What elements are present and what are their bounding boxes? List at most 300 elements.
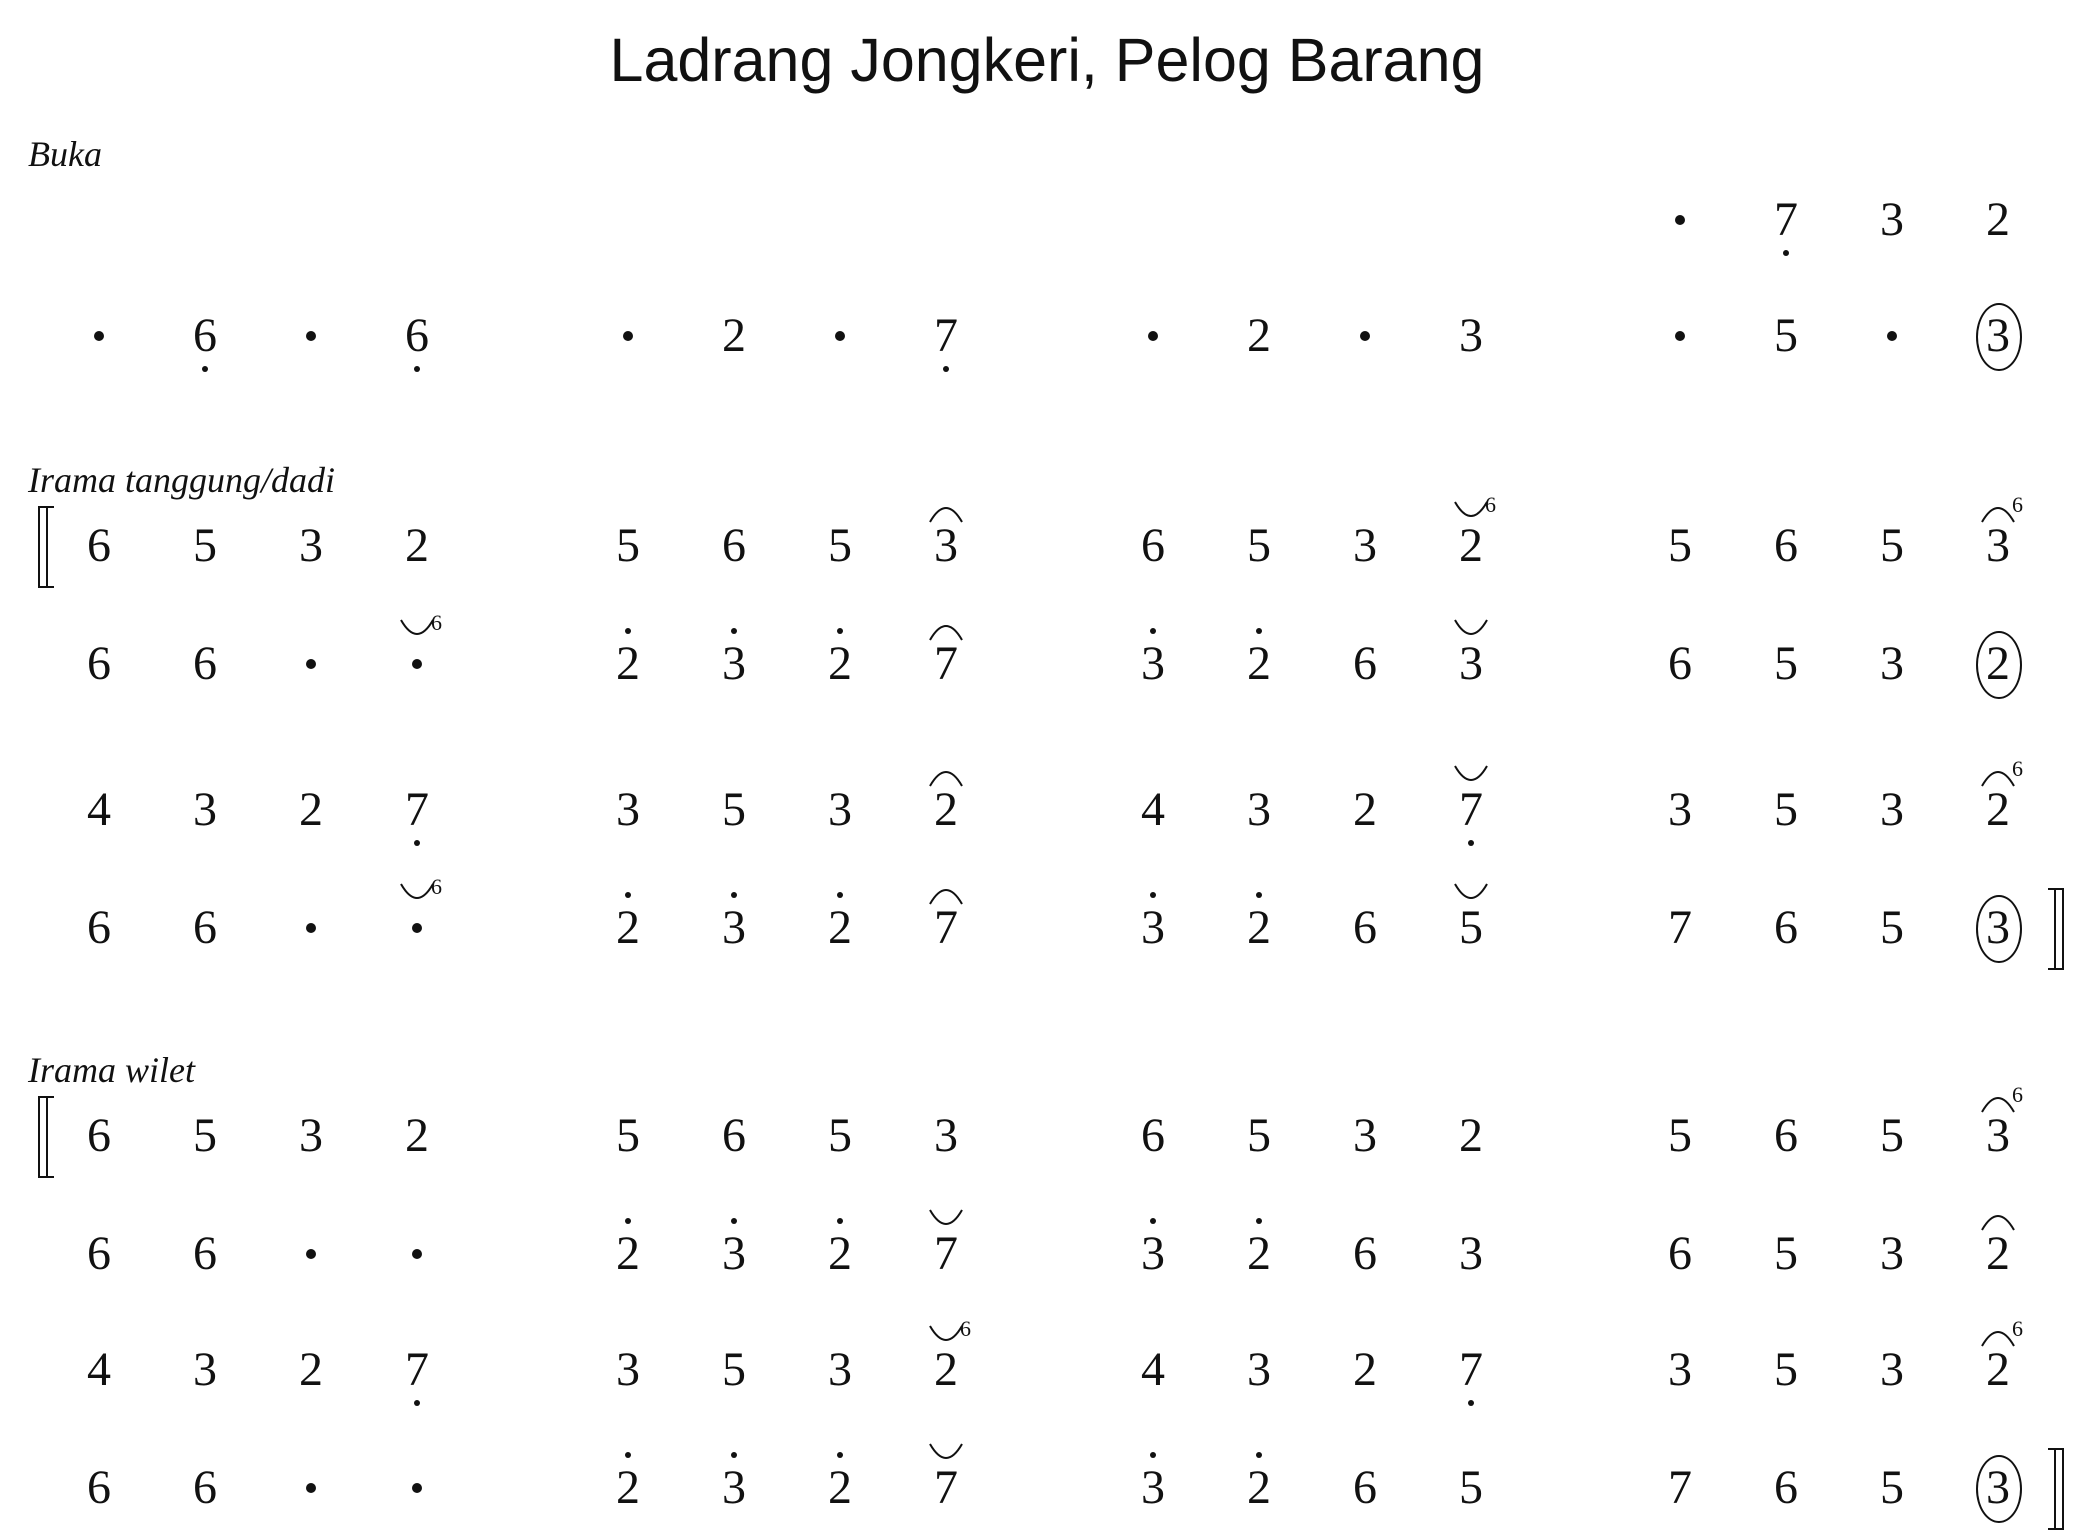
- arc-over-mark: [1979, 1206, 2017, 1234]
- note: [588, 1448, 668, 1528]
- note-digit: 6: [87, 1227, 111, 1280]
- note-digit: 6: [193, 637, 217, 690]
- note: [59, 624, 139, 704]
- note-digit: 6: [1774, 901, 1798, 954]
- note: [271, 1330, 351, 1410]
- note-digit: 2: [1247, 901, 1271, 954]
- note: [1431, 1214, 1511, 1294]
- rest-mark: [306, 1249, 316, 1259]
- note-digit: 4: [87, 1343, 111, 1396]
- note: [1325, 1214, 1405, 1294]
- note: [1431, 770, 1511, 850]
- note: [1113, 506, 1193, 586]
- note: [1852, 888, 1932, 968]
- high-octave-dot: [837, 1218, 843, 1224]
- rest-mark: [306, 659, 316, 669]
- note-digit: 3: [934, 1109, 958, 1162]
- note-digit: 3: [1247, 783, 1271, 836]
- note: [1219, 1096, 1299, 1176]
- note-digit: 5: [1774, 309, 1798, 362]
- note: [1431, 1448, 1511, 1528]
- note: [1325, 506, 1405, 586]
- repeat-close-bracket: [2048, 1448, 2064, 1530]
- note-digit: 5: [1880, 1461, 1904, 1514]
- high-octave-dot: [1256, 628, 1262, 634]
- note: [694, 1448, 774, 1528]
- note-digit: 6: [87, 637, 111, 690]
- note-digit: 4: [1141, 1343, 1165, 1396]
- note-digit: 3: [1986, 901, 2010, 954]
- note: [1219, 1448, 1299, 1528]
- note: [165, 624, 245, 704]
- note-digit: 3: [828, 1343, 852, 1396]
- note-digit: 7: [934, 1227, 958, 1280]
- note-digit: 4: [87, 783, 111, 836]
- note-digit: 7: [405, 1343, 429, 1396]
- note: [1746, 1330, 1826, 1410]
- low-octave-dot: [414, 366, 420, 372]
- note: [165, 1448, 245, 1528]
- note: [1958, 1214, 2038, 1294]
- note-digit: 2: [1986, 193, 2010, 246]
- note-digit: 2: [1353, 783, 1377, 836]
- note-digit: 5: [1668, 519, 1692, 572]
- note-digit: 2: [1247, 309, 1271, 362]
- note: [1113, 770, 1193, 850]
- repeat-close-bracket: [2048, 888, 2064, 970]
- note: [165, 1214, 245, 1294]
- note: [1113, 1096, 1193, 1176]
- note-digit: 7: [1459, 783, 1483, 836]
- high-octave-dot: [731, 628, 737, 634]
- note: [1640, 1330, 1720, 1410]
- note: [694, 1096, 774, 1176]
- note: [694, 624, 774, 704]
- note: [1640, 506, 1720, 586]
- note: [165, 888, 245, 968]
- note: [1325, 1448, 1405, 1528]
- note-digit: 5: [1247, 519, 1271, 572]
- note-digit: 6: [405, 309, 429, 362]
- note-digit: 6: [1668, 1227, 1692, 1280]
- note-digit: 6: [87, 901, 111, 954]
- note-digit: 6: [1353, 637, 1377, 690]
- note-digit: 5: [722, 1343, 746, 1396]
- note-digit: 5: [193, 1109, 217, 1162]
- note-digit: 3: [1986, 1461, 2010, 1514]
- note: [1219, 506, 1299, 586]
- low-octave-dot: [202, 366, 208, 372]
- rest-mark: [412, 659, 422, 669]
- note-digit: 2: [934, 1343, 958, 1396]
- note-digit: 7: [934, 1461, 958, 1514]
- note: [800, 770, 880, 850]
- note: [1640, 888, 1720, 968]
- note-digit: 2: [1459, 519, 1483, 572]
- low-octave-dot: [1783, 250, 1789, 256]
- note: [165, 1330, 245, 1410]
- arc-under-mark: [927, 1440, 965, 1468]
- note-digit: 3: [1141, 1461, 1165, 1514]
- note-digit: 3: [1353, 519, 1377, 572]
- note-digit: 3: [1986, 519, 2010, 572]
- note: [1431, 492, 1511, 586]
- superscript-note: 6: [2012, 1082, 2023, 1107]
- note-digit: 3: [828, 783, 852, 836]
- arc-over-mark: [927, 498, 965, 526]
- arc-over-mark: [927, 762, 965, 790]
- note-digit: 5: [1880, 1109, 1904, 1162]
- note-digit: 5: [1459, 901, 1483, 954]
- note: [1640, 770, 1720, 850]
- high-octave-dot: [837, 892, 843, 898]
- rest-mark: [623, 331, 633, 341]
- low-octave-dot: [1468, 1400, 1474, 1406]
- note: [588, 624, 668, 704]
- note: [271, 770, 351, 850]
- gong-circle: [1976, 895, 2022, 963]
- rest-dot: [377, 874, 457, 968]
- note-digit: 5: [193, 519, 217, 572]
- low-octave-dot: [1468, 840, 1474, 846]
- note-digit: 2: [1247, 637, 1271, 690]
- note: [1640, 1096, 1720, 1176]
- note-digit: 3: [1880, 783, 1904, 836]
- note-digit: 3: [193, 783, 217, 836]
- note-digit: 2: [616, 901, 640, 954]
- note-digit: 5: [1668, 1109, 1692, 1162]
- low-octave-dot: [414, 1400, 420, 1406]
- rest-dot: [1640, 180, 1720, 260]
- note: [1958, 180, 2038, 260]
- high-octave-dot: [1256, 1452, 1262, 1458]
- page-title: Ladrang Jongkeri, Pelog Barang: [609, 26, 1485, 94]
- rest-dot: [59, 296, 139, 376]
- superscript-note: 6: [431, 610, 442, 635]
- note-digit: 6: [193, 901, 217, 954]
- high-octave-dot: [1256, 892, 1262, 898]
- note-digit: 3: [1668, 1343, 1692, 1396]
- note-digit: 2: [405, 519, 429, 572]
- note-digit: 3: [1459, 637, 1483, 690]
- note-digit: 6: [1353, 901, 1377, 954]
- note-digit: 6: [87, 1461, 111, 1514]
- note: [906, 1448, 986, 1528]
- note: [59, 770, 139, 850]
- superscript-note: 6: [1485, 492, 1496, 517]
- note-digit: 3: [1986, 1109, 2010, 1162]
- rest-dot: [271, 624, 351, 704]
- note: [1113, 888, 1193, 968]
- note-digit: 3: [616, 1343, 640, 1396]
- note: [59, 1330, 139, 1410]
- note: [1852, 624, 1932, 704]
- note: [800, 1214, 880, 1294]
- note-digit: 3: [1880, 637, 1904, 690]
- rest-dot: [271, 1214, 351, 1294]
- note-digit: 2: [828, 637, 852, 690]
- rest-mark: [412, 923, 422, 933]
- note-digit: 2: [299, 783, 323, 836]
- note-digit: 3: [1986, 309, 2010, 362]
- high-octave-dot: [1256, 1218, 1262, 1224]
- note: [800, 1096, 880, 1176]
- note: [1219, 296, 1299, 376]
- note-digit: 6: [722, 1109, 746, 1162]
- note: [1852, 180, 1932, 260]
- note: [588, 770, 668, 850]
- note: [1113, 1214, 1193, 1294]
- rest-mark: [835, 331, 845, 341]
- note: [1852, 1330, 1932, 1410]
- note-digit: 6: [193, 1227, 217, 1280]
- note-digit: 3: [1459, 309, 1483, 362]
- note: [588, 888, 668, 968]
- rest-dot: [1325, 296, 1405, 376]
- note-digit: 3: [299, 1109, 323, 1162]
- note: [1852, 770, 1932, 850]
- note: [694, 888, 774, 968]
- note-digit: 6: [87, 1109, 111, 1162]
- high-octave-dot: [625, 892, 631, 898]
- note: [59, 1096, 139, 1176]
- rest-mark: [1675, 215, 1685, 225]
- note: [694, 296, 774, 376]
- note-digit: 2: [722, 309, 746, 362]
- note-digit: 3: [1880, 193, 1904, 246]
- note: [1219, 1214, 1299, 1294]
- rest-dot: [377, 1214, 457, 1294]
- note-digit: 3: [1247, 1343, 1271, 1396]
- note: [1958, 888, 2038, 968]
- rest-mark: [94, 331, 104, 341]
- note: [59, 1214, 139, 1294]
- note-digit: 6: [1774, 519, 1798, 572]
- note: [906, 888, 986, 968]
- note-digit: 5: [1247, 1109, 1271, 1162]
- note-digit: 3: [1459, 1227, 1483, 1280]
- note: [271, 506, 351, 586]
- note-digit: 3: [616, 783, 640, 836]
- superscript-note: 6: [2012, 1316, 2023, 1341]
- high-octave-dot: [1150, 628, 1156, 634]
- gong-circle: [1976, 631, 2022, 699]
- note: [1219, 1330, 1299, 1410]
- rest-dot: [588, 296, 668, 376]
- note-digit: 5: [1774, 1343, 1798, 1396]
- note: [906, 1096, 986, 1176]
- note-digit: 2: [616, 1461, 640, 1514]
- superscript-note: 6: [2012, 492, 2023, 517]
- note-digit: 2: [828, 1461, 852, 1514]
- note-digit: 5: [828, 1109, 852, 1162]
- note-digit: 3: [1668, 783, 1692, 836]
- note: [377, 296, 457, 376]
- note: [1431, 1330, 1511, 1410]
- note-digit: 6: [1353, 1227, 1377, 1280]
- note: [800, 1330, 880, 1410]
- high-octave-dot: [837, 628, 843, 634]
- high-octave-dot: [625, 1452, 631, 1458]
- rest-mark: [1148, 331, 1158, 341]
- note-digit: 2: [1247, 1461, 1271, 1514]
- rest-mark: [412, 1249, 422, 1259]
- note: [377, 506, 457, 586]
- high-octave-dot: [837, 1452, 843, 1458]
- note-digit: 2: [1986, 1227, 2010, 1280]
- repeat-open-bracket: [38, 506, 54, 588]
- note-digit: 5: [616, 519, 640, 572]
- rest-mark: [306, 1483, 316, 1493]
- note: [1958, 624, 2038, 704]
- rest-dot: [271, 888, 351, 968]
- note-digit: 5: [1774, 783, 1798, 836]
- note-digit: 2: [1986, 1343, 2010, 1396]
- note: [1113, 1330, 1193, 1410]
- note: [694, 1330, 774, 1410]
- rest-dot: [1640, 296, 1720, 376]
- note-digit: 7: [934, 637, 958, 690]
- gong-circle: [1976, 1455, 2022, 1523]
- superscript-note: 6: [431, 874, 442, 899]
- note: [1746, 888, 1826, 968]
- note-digit: 2: [299, 1343, 323, 1396]
- section-label: Irama tanggung/dadi: [28, 460, 336, 500]
- note: [906, 1316, 986, 1410]
- note: [800, 888, 880, 968]
- note-digit: 2: [616, 1227, 640, 1280]
- note-digit: 2: [1986, 783, 2010, 836]
- note: [588, 506, 668, 586]
- high-octave-dot: [731, 892, 737, 898]
- note-digit: 7: [1668, 1461, 1692, 1514]
- rest-dot: [377, 610, 457, 704]
- note: [59, 506, 139, 586]
- high-octave-dot: [1150, 1218, 1156, 1224]
- note: [1958, 1448, 2038, 1528]
- note-digit: 3: [193, 1343, 217, 1396]
- note: [1746, 1096, 1826, 1176]
- note: [165, 506, 245, 586]
- arc-under-mark: [927, 1206, 965, 1234]
- note: [1958, 296, 2038, 376]
- note-digit: 3: [299, 519, 323, 572]
- note: [1113, 624, 1193, 704]
- note-digit: 6: [722, 519, 746, 572]
- note-digit: 6: [1774, 1109, 1798, 1162]
- note: [800, 1448, 880, 1528]
- note: [1325, 770, 1405, 850]
- rest-dot: [377, 1448, 457, 1528]
- note-digit: 2: [616, 637, 640, 690]
- note-digit: 3: [722, 1227, 746, 1280]
- note-digit: 3: [1880, 1343, 1904, 1396]
- arc-over-mark: [927, 616, 965, 644]
- high-octave-dot: [1150, 892, 1156, 898]
- note-digit: 3: [722, 1461, 746, 1514]
- note: [1325, 888, 1405, 968]
- note: [1852, 506, 1932, 586]
- note: [1431, 624, 1511, 704]
- note: [377, 1330, 457, 1410]
- note: [800, 506, 880, 586]
- note-digit: 6: [193, 309, 217, 362]
- note: [1431, 888, 1511, 968]
- note: [165, 770, 245, 850]
- high-octave-dot: [625, 628, 631, 634]
- note: [1640, 624, 1720, 704]
- note: [1113, 1448, 1193, 1528]
- note-digit: 3: [722, 637, 746, 690]
- note-digit: 5: [1880, 901, 1904, 954]
- note: [1325, 1330, 1405, 1410]
- note: [588, 1330, 668, 1410]
- rest-dot: [800, 296, 880, 376]
- rest-mark: [1360, 331, 1370, 341]
- note-digit: 2: [828, 1227, 852, 1280]
- rest-dot: [271, 1448, 351, 1528]
- note: [377, 770, 457, 850]
- note-digit: 6: [1774, 1461, 1798, 1514]
- note: [1746, 506, 1826, 586]
- note-digit: 7: [405, 783, 429, 836]
- note: [59, 888, 139, 968]
- note: [1852, 1214, 1932, 1294]
- note-digit: 5: [1774, 1227, 1798, 1280]
- rest-mark: [1675, 331, 1685, 341]
- note-digit: 3: [1141, 1227, 1165, 1280]
- note-digit: 7: [1459, 1343, 1483, 1396]
- high-octave-dot: [625, 1218, 631, 1224]
- gong-circle: [1976, 303, 2022, 371]
- note-digit: 2: [934, 783, 958, 836]
- note-digit: 7: [1774, 193, 1798, 246]
- note: [1852, 1448, 1932, 1528]
- note: [1958, 492, 2038, 586]
- note: [59, 1448, 139, 1528]
- note: [1746, 1448, 1826, 1528]
- note-digit: 2: [1986, 637, 2010, 690]
- note: [1325, 624, 1405, 704]
- note-digit: 2: [1247, 1227, 1271, 1280]
- note-digit: 6: [1668, 637, 1692, 690]
- note: [1325, 1096, 1405, 1176]
- note-digit: 3: [1141, 901, 1165, 954]
- high-octave-dot: [1150, 1452, 1156, 1458]
- note: [906, 296, 986, 376]
- note: [165, 1096, 245, 1176]
- note: [588, 1096, 668, 1176]
- note: [1958, 1082, 2038, 1176]
- note-digit: 7: [1668, 901, 1692, 954]
- arc-under-mark: [1452, 616, 1490, 644]
- note-digit: 5: [616, 1109, 640, 1162]
- note: [165, 296, 245, 376]
- note: [1746, 624, 1826, 704]
- rest-mark: [412, 1483, 422, 1493]
- note: [694, 1214, 774, 1294]
- high-octave-dot: [731, 1218, 737, 1224]
- rest-mark: [306, 331, 316, 341]
- note: [1852, 1096, 1932, 1176]
- rest-mark: [1887, 331, 1897, 341]
- rest-mark: [306, 923, 316, 933]
- superscript-note: 6: [960, 1316, 971, 1341]
- note: [1958, 756, 2038, 850]
- note-digit: 6: [87, 519, 111, 572]
- note: [800, 624, 880, 704]
- note-digit: 2: [405, 1109, 429, 1162]
